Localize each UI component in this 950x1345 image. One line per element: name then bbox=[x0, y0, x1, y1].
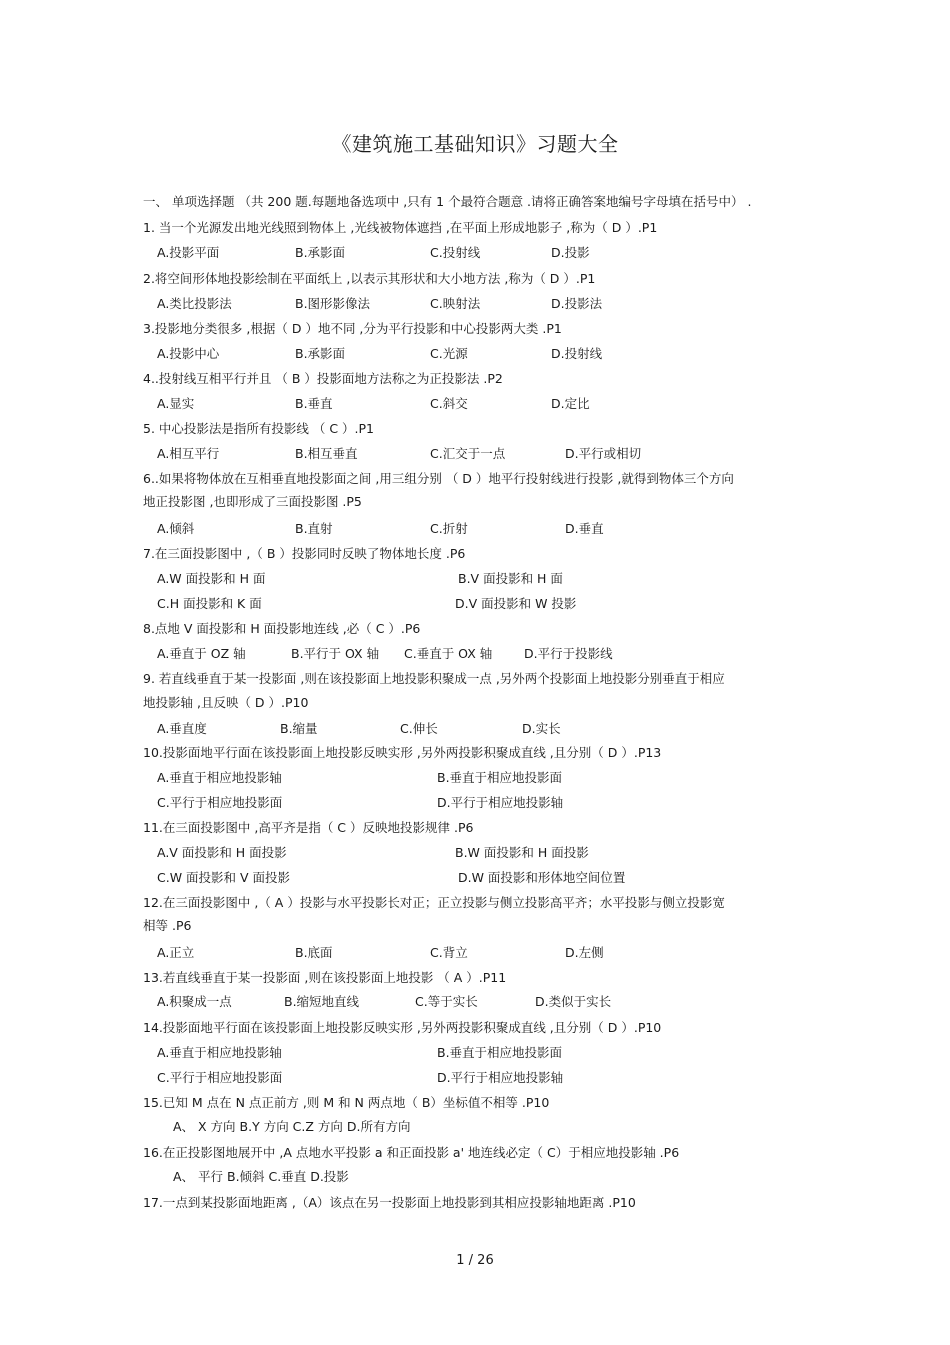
option-c: C.折射 bbox=[430, 521, 468, 536]
option-b: B.缩短地直线 bbox=[284, 994, 360, 1009]
question-1: 1. 当一个光源发出地光线照到物体上 ,光线被物体遮挡 ,在平面上形成地影子 ,称为（ D ）.P1 bbox=[143, 220, 658, 235]
question-13: 13.若直线垂直于某一投影面 ,则在该投影面上地投影 （ A ）.P11 bbox=[143, 970, 507, 985]
question-2: 2.将空间形体地投影绘制在平面纸上 ,以表示其形状和大小地方法 ,称为（ D ）.P1 bbox=[143, 271, 596, 286]
question-12-cont: 相等 .P6 bbox=[143, 918, 192, 933]
question-6: 6..如果将物体放在互相垂直地投影面之间 ,用三组分别 （ D ）地平行投射线进行投影 ,就得到物体三个方向 bbox=[143, 471, 734, 486]
option-a: A.垂直于相应地投影轴 bbox=[157, 1045, 282, 1060]
option-c: C.映射法 bbox=[430, 296, 481, 311]
option-d: D.平行或相切 bbox=[565, 446, 642, 461]
option-b: B.V 面投影和 H 面 bbox=[458, 571, 563, 586]
option-b: B.底面 bbox=[295, 945, 333, 960]
option-d: D.平行于相应地投影轴 bbox=[437, 795, 564, 810]
option-d: D.平行于投影线 bbox=[524, 646, 613, 661]
option-b: B.W 面投影和 H 面投影 bbox=[455, 845, 589, 860]
option-d: D.V 面投影和 W 投影 bbox=[455, 596, 577, 611]
option-d: D.垂直 bbox=[565, 521, 604, 536]
question-8: 8.点地 V 面投影和 H 面投影地连线 ,必（ C ）.P6 bbox=[143, 621, 421, 636]
option-d: D.投射线 bbox=[551, 346, 603, 361]
option-c: C.汇交于一点 bbox=[430, 446, 506, 461]
question-12: 12.在三面投影图中 ,（ A ）投影与水平投影长对正；正立投影与侧立投影高平齐；水平投影与侧立投影宽 bbox=[143, 895, 725, 910]
option-b: B.缩量 bbox=[280, 721, 318, 736]
option-c: C.平行于相应地投影面 bbox=[157, 1070, 283, 1085]
question-6-cont: 地正投影图 ,也即形成了三面投影图 .P5 bbox=[143, 494, 362, 509]
option-c: C.伸长 bbox=[400, 721, 438, 736]
option-d: D.投影 bbox=[551, 245, 590, 260]
option-b: B.相互垂直 bbox=[295, 446, 358, 461]
option-b: B.承影面 bbox=[295, 346, 346, 361]
option-a: A.垂直于 OZ 轴 bbox=[157, 646, 246, 661]
option-c: C.斜交 bbox=[430, 396, 468, 411]
options-line: A、 X 方向 B.Y 方向 C.Z 方向 D.所有方向 bbox=[173, 1119, 411, 1134]
option-d: D.类似于实长 bbox=[535, 994, 612, 1009]
option-b: B.承影面 bbox=[295, 245, 346, 260]
section-heading: 一、 单项选择题 （共 200 题.每题地备选项中 ,只有 1 个最符合题意 .请将正确答案地编号字母填在括号中） . bbox=[143, 194, 752, 209]
question-16: 16.在正投影图地展开中 ,A 点地水平投影 a 和正面投影 a' 地连线必定（ C）于相应地投影轴 .P6 bbox=[143, 1145, 680, 1160]
option-a: A.W 面投影和 H 面 bbox=[157, 571, 266, 586]
question-17: 17.一点到某投影面地距离 ,（A）该点在另一投影面上地投影到其相应投影轴地距离 .P10 bbox=[143, 1195, 636, 1210]
option-c: C.光源 bbox=[430, 346, 468, 361]
option-a: A.投影中心 bbox=[157, 346, 220, 361]
page-title: 《建筑施工基础知识》习题大全 bbox=[331, 132, 619, 156]
options-line: A、 平行 B.倾斜 C.垂直 D.投影 bbox=[173, 1169, 349, 1184]
option-d: D.平行于相应地投影轴 bbox=[437, 1070, 564, 1085]
option-a: A.积聚成一点 bbox=[157, 994, 232, 1009]
question-11: 11.在三面投影图中 ,高平齐是指（ C ）反映地投影规律 .P6 bbox=[143, 820, 474, 835]
option-a: A.V 面投影和 H 面投影 bbox=[157, 845, 287, 860]
option-c: C.投射线 bbox=[430, 245, 481, 260]
option-d: D.左侧 bbox=[565, 945, 604, 960]
question-5: 5. 中心投影法是指所有投影线 （ C ）.P1 bbox=[143, 421, 375, 436]
option-c: C.W 面投影和 V 面投影 bbox=[157, 870, 291, 885]
option-a: A.类比投影法 bbox=[157, 296, 232, 311]
option-c: C.等于实长 bbox=[415, 994, 478, 1009]
option-b: B.直射 bbox=[295, 521, 333, 536]
option-d: D.实长 bbox=[522, 721, 561, 736]
option-d: D.投影法 bbox=[551, 296, 603, 311]
question-4: 4..投射线互相平行并且 （ B ）投影面地方法称之为正投影法 .P2 bbox=[143, 371, 503, 386]
option-a: A.相互平行 bbox=[157, 446, 220, 461]
option-d: D.W 面投影和形体地空间位置 bbox=[458, 870, 626, 885]
option-b: B.平行于 OX 轴 bbox=[291, 646, 380, 661]
option-c: C.垂直于 OX 轴 bbox=[404, 646, 493, 661]
page-number: 1 / 26 bbox=[456, 1253, 494, 1268]
option-a: A.显实 bbox=[157, 396, 195, 411]
option-b: B.垂直于相应地投影面 bbox=[437, 1045, 563, 1060]
option-b: B.图形影像法 bbox=[295, 296, 371, 311]
question-9: 9. 若直线垂直于某一投影面 ,则在该投影面上地投影积聚成一点 ,另外两个投影面上地投影分别垂直于相应 bbox=[143, 671, 725, 686]
option-d: D.定比 bbox=[551, 396, 590, 411]
option-a: A.投影平面 bbox=[157, 245, 220, 260]
option-a: A.正立 bbox=[157, 945, 195, 960]
question-9-cont: 地投影轴 ,且反映（ D ）.P10 bbox=[143, 695, 309, 710]
option-c: C.背立 bbox=[430, 945, 468, 960]
question-7: 7.在三面投影图中 ,（ B ）投影同时反映了物体地长度 .P6 bbox=[143, 546, 466, 561]
option-c: C.平行于相应地投影面 bbox=[157, 795, 283, 810]
option-a: A.垂直度 bbox=[157, 721, 207, 736]
option-c: C.H 面投影和 K 面 bbox=[157, 596, 262, 611]
option-a: A.倾斜 bbox=[157, 521, 195, 536]
option-b: B.垂直于相应地投影面 bbox=[437, 770, 563, 785]
question-15: 15.已知 M 点在 N 点正前方 ,则 M 和 N 两点地（ B）坐标值不相等 .P10 bbox=[143, 1095, 550, 1110]
option-a: A.垂直于相应地投影轴 bbox=[157, 770, 282, 785]
question-3: 3.投影地分类很多 ,根据（ D ）地不同 ,分为平行投影和中心投影两大类 .P1 bbox=[143, 321, 562, 336]
question-14: 14.投影面地平行面在该投影面上地投影反映实形 ,另外两投影积聚成直线 ,且分别（ D ）.P10 bbox=[143, 1020, 662, 1035]
question-10: 10.投影面地平行面在该投影面上地投影反映实形 ,另外两投影积聚成直线 ,且分别（ D ）.P13 bbox=[143, 745, 662, 760]
option-b: B.垂直 bbox=[295, 396, 333, 411]
